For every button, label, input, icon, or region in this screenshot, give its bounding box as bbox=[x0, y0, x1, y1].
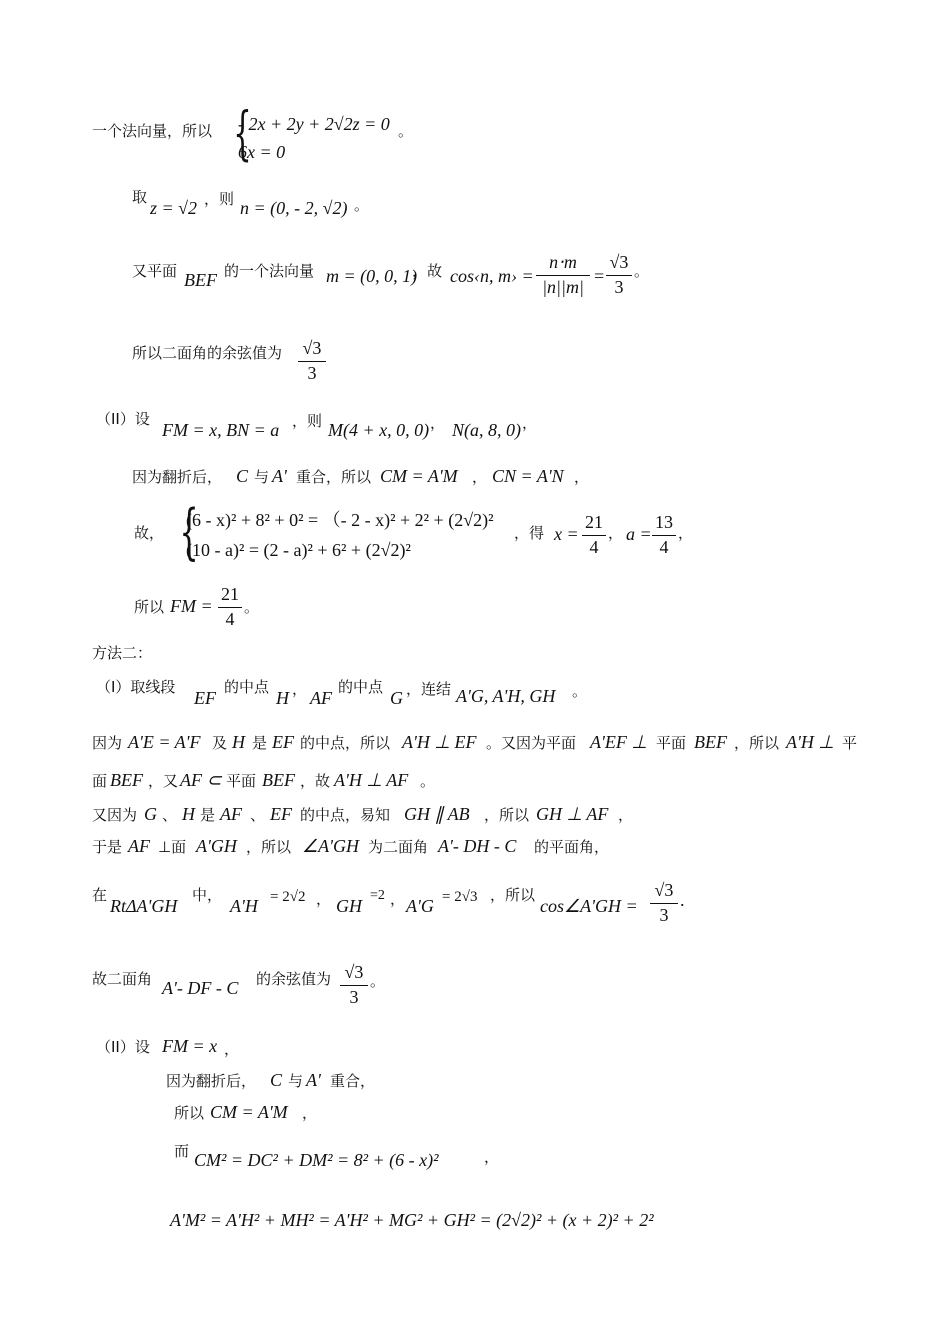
text-get: ，得 bbox=[514, 524, 545, 542]
math-segments-list: A'G, A'H, GH bbox=[456, 686, 556, 706]
punct-comma: ， bbox=[608, 524, 624, 542]
fraction-numerator: 21 bbox=[585, 512, 603, 532]
equation-set-fm-x: FM = x bbox=[162, 1036, 218, 1056]
text-is: 是 bbox=[252, 734, 268, 752]
math-plane-bef: BEF bbox=[110, 770, 143, 790]
math-plane-agh: A'GH bbox=[196, 836, 237, 856]
math-segment-ag: A'G bbox=[406, 896, 434, 916]
equation-ae-eq-af: A'E = A'F bbox=[128, 732, 201, 752]
text-hence: ，故 bbox=[300, 772, 331, 790]
punct-period: 。 bbox=[420, 772, 436, 790]
fraction-denominator: 4 bbox=[659, 537, 669, 557]
math-segment-ef: EF bbox=[270, 804, 292, 824]
punct-comma: ， bbox=[390, 890, 406, 908]
text-after-folding: 因为翻折后， bbox=[166, 1072, 257, 1090]
fraction-denominator: 3 bbox=[659, 905, 669, 925]
punct-enum-comma: 、 bbox=[250, 806, 266, 824]
math-point-g: G bbox=[144, 804, 157, 824]
math-segment-ef: EF bbox=[272, 732, 294, 752]
math-point-a-prime: A' bbox=[306, 1070, 321, 1090]
punct-comma: ， bbox=[292, 680, 308, 698]
punct-comma: ， bbox=[484, 1148, 500, 1166]
text-and: 及 bbox=[212, 734, 228, 752]
math-point-h: H bbox=[232, 732, 245, 752]
math-plane-aef-perp: A'EF ⊥ bbox=[590, 732, 648, 752]
text-hence-dihedral: 故二面角 bbox=[92, 970, 153, 988]
text-plane-partial: 平 bbox=[842, 734, 858, 752]
punct-period: 。 bbox=[244, 598, 260, 616]
equation-point-m: M(4 + x, 0, 0) bbox=[328, 420, 430, 440]
fraction-sqrt3-over-3 bbox=[340, 962, 368, 1008]
math-plane-bef: BEF bbox=[694, 732, 727, 752]
math-fm-equals: FM = bbox=[170, 596, 213, 616]
label-part-2: （II）设 bbox=[96, 410, 150, 428]
text-middle: 中， bbox=[192, 886, 223, 904]
text-with: 与 bbox=[254, 468, 270, 486]
math-equals-2sqrt3: = 2√3 bbox=[442, 889, 478, 905]
fraction-numerator: √3 bbox=[344, 962, 364, 982]
punct-comma: ， bbox=[430, 414, 446, 432]
fraction-sqrt3-over-3 bbox=[650, 880, 678, 926]
punct-comma: ， bbox=[472, 468, 488, 486]
math-af-subset: AF ⊂ bbox=[180, 770, 222, 790]
punct-comma: ， bbox=[618, 806, 634, 824]
fraction-denominator: 3 bbox=[614, 277, 624, 297]
math-segment-ef: EF bbox=[194, 688, 216, 708]
text-with: 与 bbox=[288, 1072, 304, 1090]
equation-ah-perp-af: A'H ⊥ AF bbox=[334, 770, 409, 790]
equation-system1-line1: - 2x + 2y + 2√2z = 0 bbox=[238, 114, 390, 134]
math-angle-agh: ∠A'GH bbox=[302, 836, 359, 856]
text-is: 是 bbox=[200, 806, 216, 824]
text-hence: 故， bbox=[134, 524, 165, 542]
equation-cos-angle-agh: cos∠A'GH = bbox=[540, 896, 638, 916]
equation-cm-squared: CM² = DC² + DM² = 8² + (6 - x)² bbox=[194, 1150, 439, 1170]
fraction-denominator: 3 bbox=[307, 363, 317, 383]
punct-period: 。 bbox=[634, 262, 650, 280]
equation-m-vector: m = (0, 0, 1) bbox=[326, 266, 418, 286]
text-midpoint: 的中点 bbox=[338, 678, 384, 696]
equation-ah-perp-ef: A'H ⊥ EF bbox=[402, 732, 477, 752]
fraction-numerator: √3 bbox=[302, 338, 322, 358]
text-plane-partial: 面 bbox=[92, 772, 108, 790]
fraction-sqrt3-over-3 bbox=[298, 338, 326, 384]
punct-comma: ， bbox=[224, 1040, 240, 1058]
text-then: ，则 bbox=[292, 412, 323, 430]
math-x-equals: x = bbox=[554, 524, 579, 544]
punct-comma: ， bbox=[678, 524, 694, 542]
math-ah-perp: A'H ⊥ bbox=[786, 732, 835, 752]
text-hence: ，故 bbox=[412, 262, 443, 280]
text-also-because: 又因为 bbox=[92, 806, 138, 824]
fraction-21-over-4 bbox=[218, 584, 242, 630]
math-segment-gh: GH bbox=[336, 896, 362, 916]
equation-cm-eq-am: CM = A'M bbox=[210, 1102, 288, 1122]
fraction-denominator: 4 bbox=[589, 537, 599, 557]
fraction-numerator: 13 bbox=[655, 512, 673, 532]
fraction-denominator: 3 bbox=[349, 987, 359, 1007]
fraction-sqrt3-over-3 bbox=[606, 252, 632, 298]
fraction-denominator: |n||m| bbox=[542, 277, 584, 297]
fraction-numerator: 21 bbox=[221, 584, 239, 604]
text-so: 所以 bbox=[134, 598, 165, 616]
text-after-folding: 因为翻折后， bbox=[132, 468, 223, 486]
math-segment-ah: A'H bbox=[230, 896, 258, 916]
math-point-h: H bbox=[182, 804, 195, 824]
fraction-numerator: n⋅m bbox=[549, 252, 577, 272]
system-brace-1: { bbox=[233, 99, 252, 167]
fraction-numerator: √3 bbox=[654, 880, 674, 900]
text-take: 取 bbox=[132, 188, 148, 206]
equation-z-value: z = √2 bbox=[150, 198, 198, 218]
punct-period: 。 bbox=[354, 196, 370, 214]
text-so: ，所以 bbox=[246, 838, 292, 856]
text-normal-vector-intro: 一个法向量，所以 bbox=[92, 122, 213, 140]
text-because: 因为 bbox=[92, 734, 123, 752]
math-equals-2sqrt2: = 2√2 bbox=[270, 889, 306, 905]
text-also: ，又 bbox=[148, 772, 179, 790]
fraction-numerator: √3 bbox=[609, 252, 629, 272]
equation-cos-nm: cos‹n, m› = bbox=[450, 266, 534, 286]
math-point-a-prime: A' bbox=[272, 466, 287, 486]
punct-period: 。 bbox=[398, 122, 414, 140]
text-midpoint-so: 的中点，所以 bbox=[300, 734, 391, 752]
label-part-1: （I）取线段 bbox=[96, 678, 176, 696]
text-so: ，所以 bbox=[734, 734, 780, 752]
math-equals: = bbox=[594, 266, 605, 286]
math-point-c: C bbox=[236, 466, 249, 486]
math-right-triangle-agh: RtΔA'GH bbox=[110, 896, 178, 916]
equation-system1-line2: 6x = 0 bbox=[238, 142, 286, 162]
text-plane-angle: 的平面角， bbox=[534, 838, 610, 856]
text-so: ，所以 bbox=[484, 806, 530, 824]
text-cos-value-result: 所以二面角的余弦值为 bbox=[132, 344, 283, 362]
equation-gh-parallel-ab: GH ∥ AB bbox=[404, 804, 470, 824]
equation-cn-eq-an: CN = A'N bbox=[492, 466, 564, 486]
fraction-13-over-4 bbox=[652, 512, 676, 558]
math-plane-bef: BEF bbox=[262, 770, 295, 790]
math-plane-bef: BEF bbox=[184, 270, 217, 290]
text-so: ，所以 bbox=[490, 886, 536, 904]
equation-system2-line1: (6 - x)² + 8² + 0² = （- 2 - x)² + 2² + (2√2)² bbox=[186, 510, 494, 530]
math-point-c: C bbox=[270, 1070, 283, 1090]
text-midpoint: 的中点 bbox=[224, 678, 270, 696]
math-dihedral-adfc: A'- DF - C bbox=[162, 978, 239, 998]
fraction-denominator: 4 bbox=[225, 609, 235, 629]
punct-enum-comma: 、 bbox=[162, 806, 178, 824]
text-normal-vector: 的一个法向量 bbox=[224, 262, 315, 280]
text-thus: 于是 bbox=[92, 838, 123, 856]
math-segment-af: AF bbox=[128, 836, 150, 856]
text-connect: ，连结 bbox=[406, 680, 452, 698]
equation-cm-eq-am: CM = A'M bbox=[380, 466, 458, 486]
math-point-h: H bbox=[276, 688, 289, 708]
text-dihedral-angle: 为二面角 bbox=[368, 838, 429, 856]
punct-period: . bbox=[680, 890, 685, 910]
math-point-g: G bbox=[390, 688, 403, 708]
equation-am-squared: A'M² = A'H² + MH² = A'H² + MG² + GH² = (2√2)² + (x + 2)² + 2² bbox=[170, 1210, 654, 1230]
text-perp-face: ⊥面 bbox=[158, 838, 187, 856]
fraction-dot-over-norms bbox=[536, 252, 590, 298]
system-brace-2: { bbox=[179, 497, 199, 567]
math-a-equals: a = bbox=[626, 524, 652, 544]
label-part-2: （II）设 bbox=[96, 1038, 150, 1056]
punct-period: 。 bbox=[572, 682, 588, 700]
text-also-plane: 。又因为平面 bbox=[486, 734, 577, 752]
equation-system2-line2: (10 - a)² = (2 - a)² + 6² + (2√2)² bbox=[186, 540, 411, 560]
text-then: ，则 bbox=[204, 190, 235, 208]
punct-comma: ， bbox=[302, 1104, 318, 1122]
text-also-plane: 又平面 bbox=[132, 262, 178, 280]
text-coincide: 重合，所以 bbox=[296, 468, 372, 486]
equation-n-vector: n = (0, - 2, √2) bbox=[240, 198, 348, 218]
equation-set-fm-bn: FM = x, BN = a bbox=[162, 420, 280, 440]
punct-period: 。 bbox=[370, 972, 386, 990]
text-while: 而 bbox=[174, 1142, 190, 1160]
text-midpoint-easy: 的中点，易知 bbox=[300, 806, 391, 824]
equation-point-n: N(a, 8, 0) bbox=[452, 420, 521, 440]
math-segment-af: AF bbox=[310, 688, 332, 708]
fraction-21-over-4 bbox=[582, 512, 606, 558]
punct-comma: ， bbox=[316, 890, 332, 908]
heading-method-2: 方法二： bbox=[92, 644, 153, 662]
punct-comma: ， bbox=[522, 414, 538, 432]
punct-comma: ， bbox=[574, 468, 590, 486]
text-in: 在 bbox=[92, 886, 108, 904]
math-segment-af: AF bbox=[220, 804, 242, 824]
text-plane: 平面 bbox=[656, 734, 687, 752]
text-coincide: 重合， bbox=[330, 1072, 376, 1090]
text-so: 所以 bbox=[174, 1104, 205, 1122]
math-equals-2: =2 bbox=[370, 888, 385, 903]
equation-gh-perp-af: GH ⊥ AF bbox=[536, 804, 609, 824]
text-cos-value: 的余弦值为 bbox=[256, 970, 332, 988]
math-dihedral-adhc: A'- DH - C bbox=[438, 836, 517, 856]
text-plane: 平面 bbox=[226, 772, 257, 790]
